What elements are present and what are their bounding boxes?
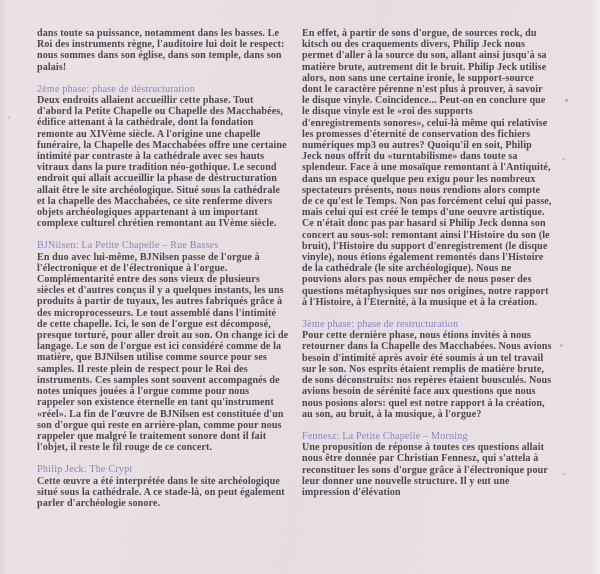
right-column: [302, 28, 552, 498]
page-left-edge-shadow: [0, 0, 7, 574]
paragraph-organ-power: dans toute sa puissance, notamment dans les basses. Le Roi des instruments règne, l'auditoire lui doit le respect: nous sommes dans son église, dans son temple, dans son palais!: [37, 28, 285, 73]
section-heading-phase-3: 3ème phase: phase de restructuration: [302, 319, 459, 331]
paragraph-fennesz: Une proposition de réponse à toutes ces questions allait nous être donnée par Christian Fennesz, qui s'attela à reconstituer les sons d'orgue grâce à l'électronique pour leur donner une nouvelle structure. Il y eut une impression d'élévation: [302, 442, 548, 498]
paragraph-destructuration: Deux endroits allaient accueillir cette phase. Tout d'abord la Petite Chapelle ou Chapelle des Macchabées, édifice attenant à la cathédrale, dont la fondation remonte au XIVème siècle. A l'origine une chapelle funéraire, la Chapelle des Macchabées offre une certaine intimité par contraste à la cathédrale avec ses hauts vitraux dans la pure tradition néo-gothique. Le second endroit qui allait accueillir la phase de déstructuration allait être le site archéologique. Situé sous la cathédrale et la chapelle des Macchabées, ce site renferme divers objets archéologiques appartenant à un important complexe culturel chrétien remontant au IVème siècle.: [37, 95, 287, 230]
dust-speck: [562, 473, 565, 475]
dust-speck: [560, 344, 563, 347]
paragraph-restructuration: Pour cette dernière phase, nous étions invités à nous retourner dans la Chapelle des Macchabées. Nous avions besoin d'intimité après avoir été soumis à un tel travail sur le son. Nos esprits étaient remplis de matière brute, de sons déconstruits: nos repères étaient bousculés. Nous avions besoin de sérénité face aux questions que nous nous posions alors: quel est notre rapport à la création, au son, au bruit, à la musique, à l'orgue?: [302, 330, 552, 420]
paragraph-philip-jeck-vinyl: En effet, à partir de sons d'orgue, de sources rock, du kitsch ou des craquements divers, Philip Jeck nous permet d'aller à la source du son, allant ainsi jusqu'à sa matière brute, autrement dit le bruit. Philip Jeck utilise alors, non sans une certaine ironie, le support-source dont le caractère pérenne n'est plus à prouver, à savoir le disque vinyle. Coïncidence... Peut-on en conclure que le disque vinyle est le «roi des supports d'enregistrements sonores», celui-là même qui relativise les promesses d'éternité de conservation des fichiers numériques mp3 ou autres? Quoiqu'il en soit, Philip Jeck nous offrit du «turntabilisme» dans toute sa splendeur. Face à une mosaïque remontant à l'Antiquité, dans un espace quelque peu exigu pour les nombreux spectateurs présents, nous nous rendions alors compte de ce qu'est le Temps. Non pas forcément celui qui passe, mais celui qui est créé le temps d'une oeuvre artistique. Ce n'était donc pas par hasard si Philip Jeck donna son concert au sous-sol: remontant ainsi l'Histoire du son (le bruit), l'Histoire du support d'enregistrement (le disque vinyle), nous étions également remontés dans l'Histoire de la cathédrale (le site archéologique). Nous ne pouvions alors pas nous empêcher de nous poser des questions métaphysiques sur nos origines, notre rapport à l'Histoire, à l'Eternité, à la musique et à la création.: [302, 28, 552, 308]
dust-speck: [565, 99, 568, 102]
section-heading-philip-jeck: Philip Jeck: The Crypt: [37, 464, 133, 476]
paragraph-philip-jeck-crypt: Cette œuvre a été interprétée dans le site archéologique situé sous la cathédrale. A ce stade-là, on peut également parler d'archéologie sonore.: [37, 475, 285, 509]
left-column: [37, 28, 289, 509]
dust-speck: [8, 116, 10, 119]
paragraph-bjnilsen: En duo avec lui-même, BJNilsen passe de l'orgue à l'électronique et de l'électronique à l'orgue. Complémentarité entre des sons vieux de plusieurs siècles et d'autres conçus il y a quelques instants, les uns produits à partir de tuyaux, les autres fabriqués grâce à des microprocesseurs. Le tout assemblé dans l'intimité de cette chapelle. Ici, le son de l'orgue est décomposé, presque torturé, pour aller droit au son. On change ici de langage. Le son de l'orgue est ici considéré comme de la matière, que BJNilsen utilise comme source pour ses samples. Il reste plein de respect pour le Roi des instruments. Ces samples sont souvent accompagnés de notes uniques jouées à l'orgue comme pour nous rappeler son existence éternelle en tant qu'instrument «réel». La fin de l'œuvre de BJNilsen est constituée d'un son d'orgue qui reste en arrière-plan, comme pour nous rappeler que malgré le traitement sonore dont il fait l'objet, il reste le fil rouge de ce concert.: [37, 251, 289, 454]
section-heading-phase-2: 2ème phase: phase de déstructuration: [37, 83, 195, 95]
page-right-edge-highlight: [592, 0, 600, 574]
section-heading-bjnilsen: BJNilsen: La Petite Chapelle – Rue Basses: [37, 240, 219, 252]
section-heading-fennesz: Fennesz: La Petite Chapelle – Morning: [302, 430, 468, 442]
dust-speck: [562, 158, 565, 160]
